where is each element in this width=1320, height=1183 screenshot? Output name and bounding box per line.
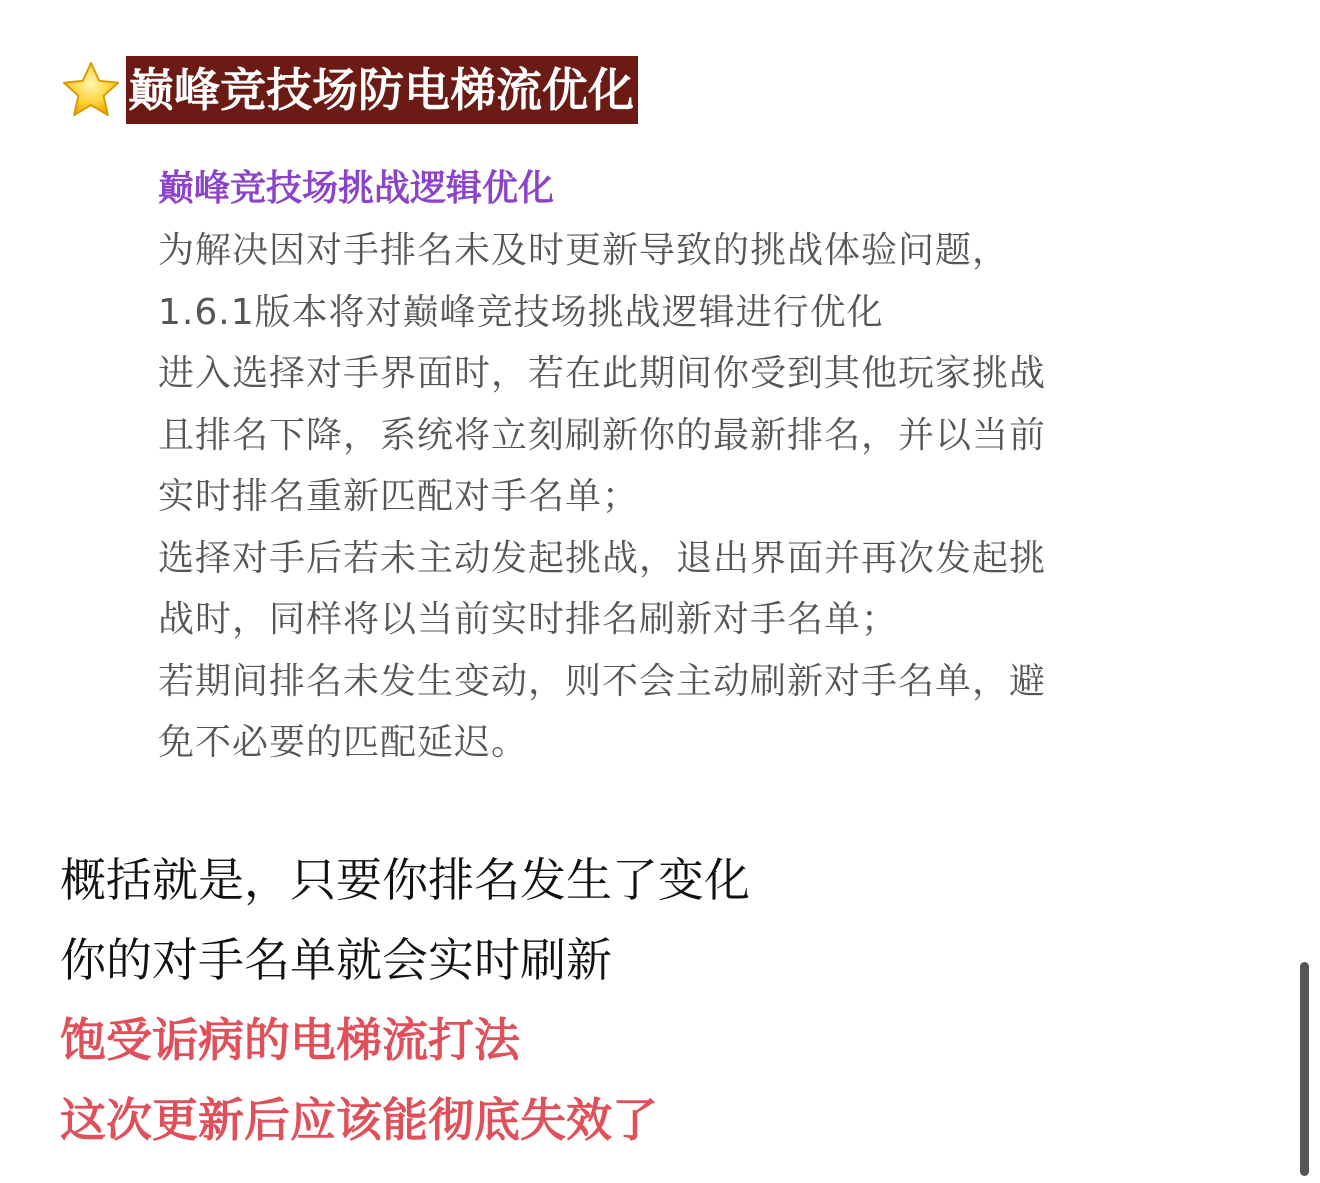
summary-text [60, 840, 750, 1160]
notice-line: 选择对手后若未主动发起挑战，退出界面并再次发起挑 [158, 537, 1047, 579]
post-title-row [60, 56, 638, 124]
summary-line: 概括就是，只要你排名发生了变化 [60, 853, 750, 907]
notice-line: 战时，同样将以当前实时排名刷新对手名单； [158, 599, 899, 640]
notice-line: 实时排名重新匹配对手名单； [158, 476, 640, 517]
notice-line: 且排名下降，系统将立刻刷新你的最新排名，并以当前 [158, 414, 1047, 456]
notice-line: 免不必要的匹配延迟。 [158, 722, 529, 763]
vertical-scrollbar[interactable] [1300, 962, 1309, 1176]
notice-heading: 巅峰竞技场挑战逻辑优化 [158, 168, 555, 209]
summary-line: 你的对手名单就会实时刷新 [60, 933, 612, 987]
summary-emphasis-line: 这次更新后应该能彻底失效了 [60, 1093, 658, 1147]
post-title: 巅峰竞技场防电梯流优化 [126, 56, 638, 124]
notice-line: 为解决因对手排名未及时更新导致的挑战体验问题， [158, 230, 1010, 271]
update-notice-image [158, 158, 1178, 774]
notice-line: 1.6.1版本将对巅峰竞技场挑战逻辑进行优化 [158, 291, 884, 333]
notice-line: 若期间排名未发生变动，则不会主动刷新对手名单，避 [158, 660, 1047, 702]
notice-line: 进入选择对手界面时，若在此期间你受到其他玩家挑战 [158, 353, 1047, 394]
star-icon [60, 59, 122, 121]
summary-emphasis-line: 饱受诟病的电梯流打法 [60, 1013, 520, 1067]
